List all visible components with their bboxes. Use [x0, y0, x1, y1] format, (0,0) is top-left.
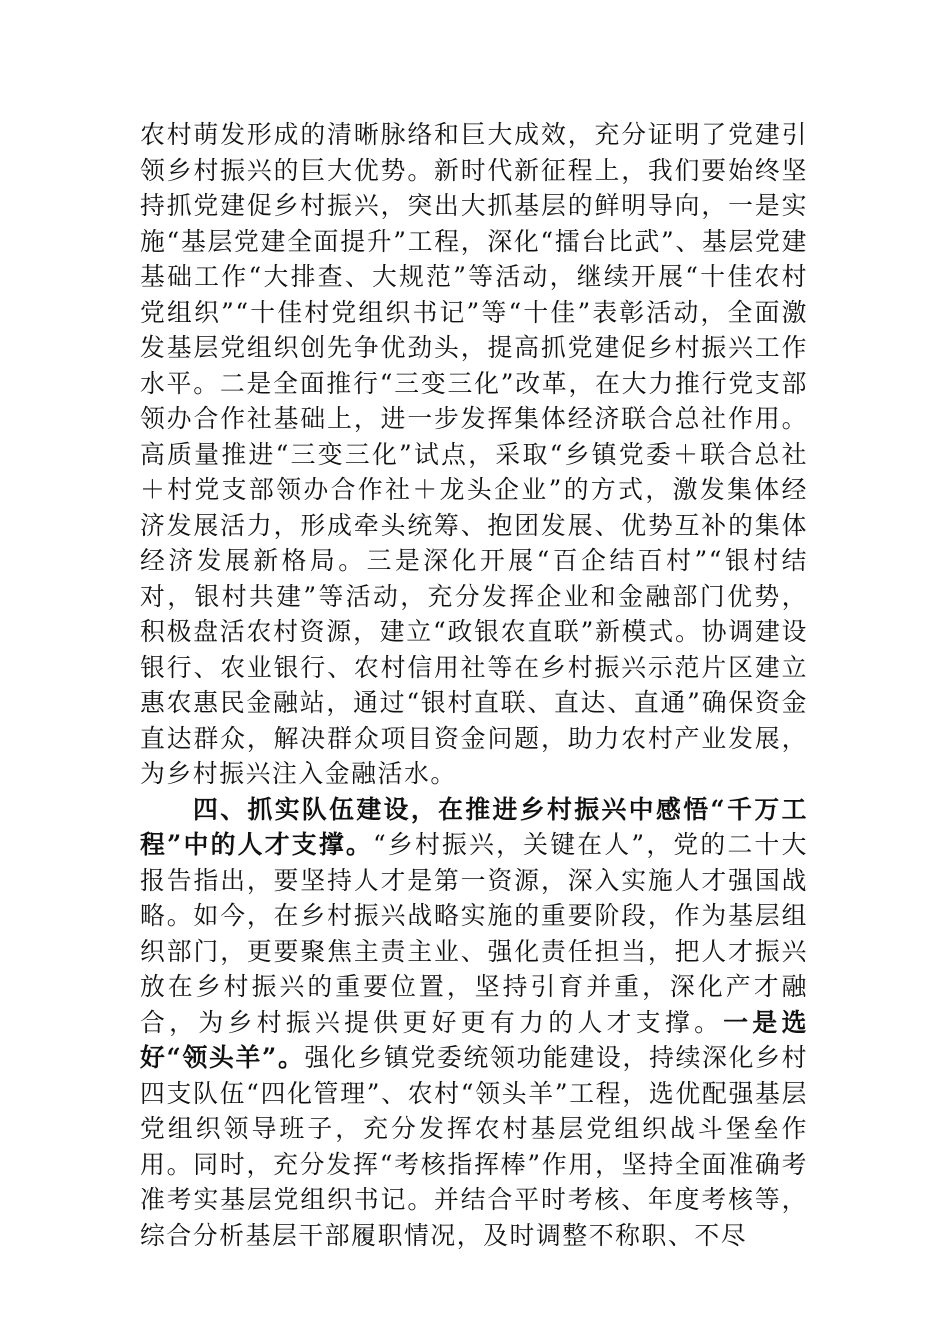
- section-body-text: “乡村振兴，关键在人”，党的二十大报告指出，要坚持人才是第一资源，深入实施人才强国战略。如今，在乡村振兴战略实施的重要阶段，作为基层组织部门，更要聚焦主责主业、强化责任担当，把人才振兴放在乡村振兴的重要位置，坚持引育并重，深化产才融合，为乡村振兴提供更好更有力的人才支撑。: [140, 830, 808, 1037]
- subsection-heading: 一是选好“领头羊”。: [140, 1007, 808, 1072]
- document-page: [140, 117, 808, 1253]
- body-paragraph: 农村萌发形成的清晰脉络和巨大成效，充分证明了党建引领乡村振兴的巨大优势。新时代新征程上，我们要始终坚持抓党建促乡村振兴，突出大抓基层的鲜明导向，一是实施“基层党建全面提升”工程，深化“擂台比武”、基层党建基础工作“大排查、大规范”等活动，继续开展“十佳农村党组织”“十佳村党组织书记”等“十佳”表彰活动，全面激发基层党组织创先争优劲头，提高抓党建促乡村振兴工作水平。二是全面推行“三变三化”改革，在大力推行党支部领办合作社基础上，进一步发挥集体经济联合总社作用。高质量推进“三变三化”试点，采取“乡镇党委＋联合总社＋村党支部领办合作社＋龙头企业”的方式，激发集体经济发展活力，形成牵头统筹、抱团发展、优势互补的集体经济发展新格局。三是深化开展“百企结百村”“银村结对，银村共建”等活动，充分发挥企业和金融部门优势，积极盘活农村资源，建立“政银农直联”新模式。协调建设银行、农业银行、农村信用社等在乡村振兴示范片区建立惠农惠民金融站，通过“银村直联、直达、直通”确保资金直达群众，解决群众项目资金问题，助力农村产业发展，为乡村振兴注入金融活水。: [140, 120, 808, 788]
- section-paragraph: [140, 792, 808, 1254]
- section-heading: 四、抓实队伍建设，在推进乡村振兴中感悟“千万工程”中的人才支撑。: [140, 794, 808, 859]
- subsection-body-text: 强化乡镇党委统领功能建设，持续深化乡村四支队伍“四化管理”、农村“领头羊”工程，选优配强基层党组织领导班子，充分发挥农村基层党组织战斗堡垒作用。同时，充分发挥“考核指挥棒”作用，坚持全面准确考准考实基层党组织书记。并结合平时考核、年度考核等，综合分析基层干部履职情况，及时调整不称职、不尽: [140, 1043, 808, 1250]
